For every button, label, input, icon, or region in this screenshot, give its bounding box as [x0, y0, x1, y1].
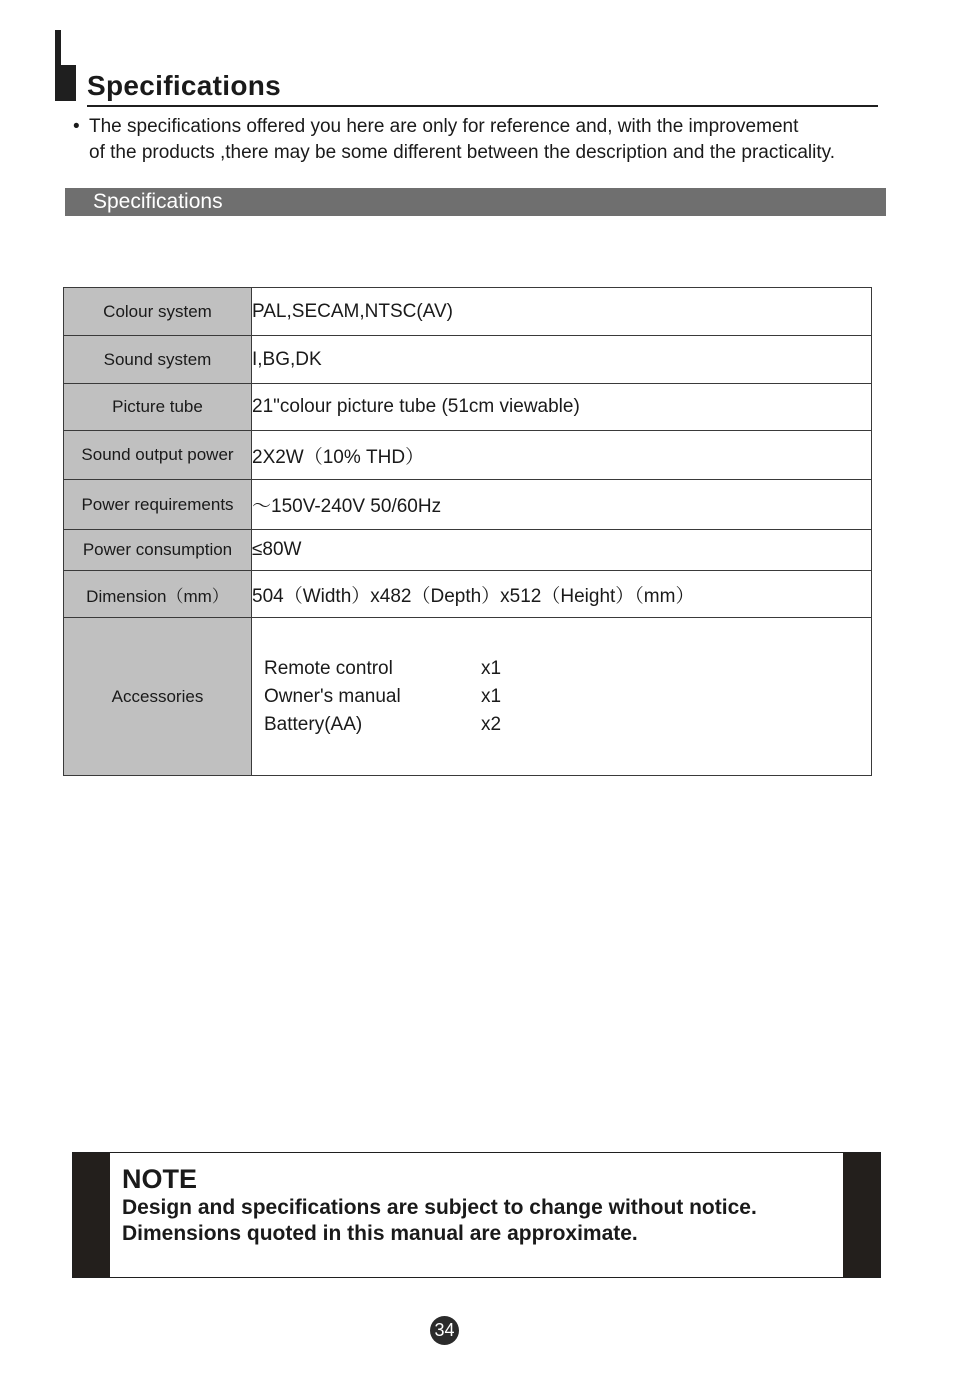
note-box [72, 1152, 881, 1278]
title-divider [87, 105, 878, 107]
accessory-quantity: x1 [481, 685, 502, 707]
intro-text-line-2: of the products ,there may be some different between the description and the practicality. [89, 142, 836, 163]
note-title: NOTE [122, 1164, 198, 1194]
table-row [64, 571, 872, 618]
table-row [64, 384, 872, 431]
table-row [64, 530, 872, 571]
section-header [65, 188, 886, 216]
intro-paragraph [73, 114, 933, 166]
note-line-1: Design and specifications are subject to change without notice. [122, 1196, 757, 1219]
table-row [64, 288, 872, 336]
row-value: PAL,SECAM,NTSC(AV) [252, 288, 872, 336]
row-label: Colour system [64, 288, 252, 336]
row-value: 504（Width）x482（Depth）x512（Height）（mm） [252, 571, 872, 618]
table-row [64, 480, 872, 530]
accessory-name: Battery(AA) [264, 713, 363, 735]
bullet-icon: • [73, 116, 80, 137]
page-title: Specifications [87, 70, 282, 101]
accessory-quantity: x2 [481, 713, 502, 735]
note-left-bar [73, 1153, 110, 1277]
list-item [264, 683, 871, 711]
row-label: Power consumption [64, 530, 252, 571]
row-value: 2X2W（10% THD） [252, 431, 872, 480]
row-value: 21"colour picture tube (51cm viewable) [252, 384, 872, 431]
accessories-cell [252, 618, 872, 776]
section-header-label: Specifications [93, 190, 223, 213]
intro-text-line-1: The specifications offered you here are only for reference and, with the improvement [89, 116, 799, 137]
list-item [264, 655, 871, 683]
list-item [264, 711, 871, 739]
row-value: ≤80W [252, 530, 872, 571]
page-number: 34 [430, 1316, 459, 1345]
row-label: Accessories [64, 618, 252, 776]
row-label: Sound output power [64, 431, 252, 480]
row-label: Power requirements [64, 480, 252, 530]
header-corner-block [55, 65, 76, 101]
note-right-bar [843, 1153, 880, 1277]
accessory-name: Remote control [264, 657, 393, 679]
accessory-quantity: x1 [481, 657, 502, 679]
row-value: I,BG,DK [252, 336, 872, 384]
row-label: Picture tube [64, 384, 252, 431]
row-label: Sound system [64, 336, 252, 384]
note-line-2: Dimensions quoted in this manual are approximate. [122, 1222, 638, 1245]
table-row [64, 431, 872, 480]
row-label: Dimension（mm） [64, 571, 252, 618]
specifications-table [63, 287, 872, 776]
row-value: ～150V-240V 50/60Hz [252, 480, 872, 530]
table-row [64, 618, 872, 776]
accessories-list [252, 655, 871, 739]
table-row [64, 336, 872, 384]
accessory-name: Owner's manual [264, 685, 401, 707]
